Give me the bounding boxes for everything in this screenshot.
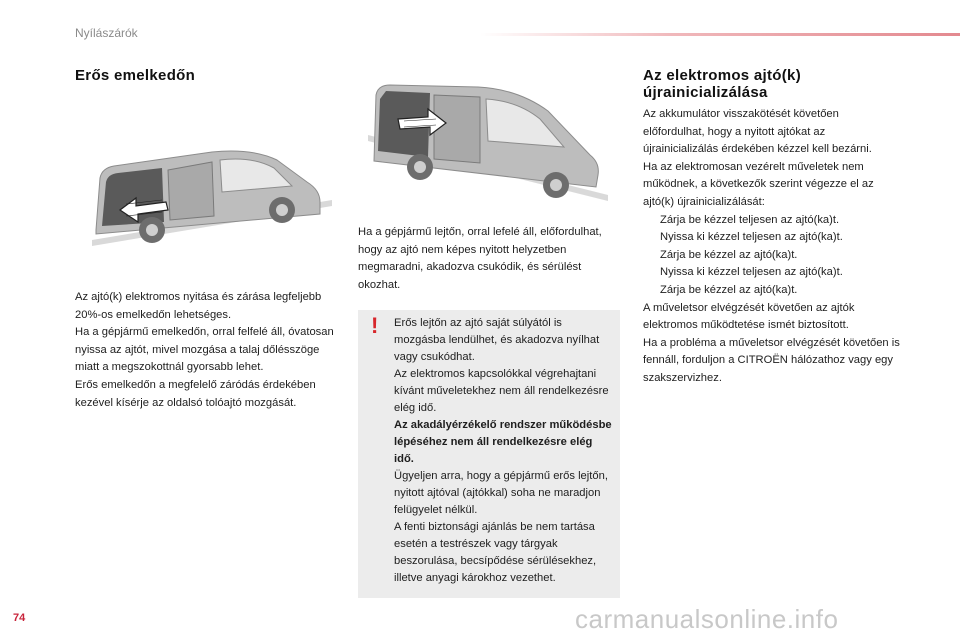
van-uphill-illustration <box>92 130 332 260</box>
uphill-paragraph-2: Ha a gépjármű emelkedőn, orral felfelé áll, óvatosan nyissa az ajtót, mivel mozgása a talaj dőlésszöge miatt a megszokottnál gyorsabb lehet. <box>75 326 334 374</box>
van-downhill-illustration <box>368 75 608 215</box>
warning-exclamation-icon: ! <box>371 313 379 338</box>
step-text: Zárja be kézzel az ajtó(ka)t. <box>660 283 798 296</box>
step-item <box>643 282 903 300</box>
step-item <box>643 264 903 282</box>
reinit-text <box>643 106 903 388</box>
warning-line: Az elektromos kapcsolókkal végrehajtani kívánt műveletekhez nem áll rendelkezésre elég idő. <box>394 368 609 414</box>
downhill-paragraph: Ha a gépjármű lejtőn, orral lefelé áll, előfordulhat, hogy az ajtó nem képes nyitott helyzetben megmaradni, akadozva csukódik, és sérülést okozhat. <box>358 226 602 291</box>
heading-line-2: újrainicializálása <box>643 84 768 101</box>
reinit-outro-1: A műveletsor elvégzését követően az ajtók elektromos működtetése ismét biztosított. <box>643 301 855 332</box>
reinit-outro-2: Ha a probléma a műveletsor elvégzését követően is fennáll, forduljon a CITROËN hálózathoz vagy egy szakszervizhez. <box>643 336 900 384</box>
step-text: Nyissa ki kézzel teljesen az ajtó(ka)t. <box>660 266 843 279</box>
watermark: carmanualsonline.info <box>575 604 839 634</box>
reinit-intro-2: Ha az elektromosan vezérelt műveletek nem működnek, a következők szerint végezze el az ajtó(k) újrainicializálását: <box>643 160 874 208</box>
heading-door-reinit <box>643 67 801 101</box>
warning-line: Erős lejtőn az ajtó saját súlyától is mozgásba lendülhet, és akadozva nyílhat vagy csukódhat. <box>394 317 600 363</box>
warning-box <box>358 310 620 598</box>
reinit-steps <box>643 212 903 300</box>
header-rule <box>480 33 960 36</box>
warning-line-bold: Az akadályérzékelő rendszer működésbe lépéséhez nem áll rendelkezésre elég idő. <box>394 419 612 465</box>
uphill-paragraph-1: Az ajtó(k) elektromos nyitása és zárása legfeljebb 20%-os emelkedőn lehetséges. <box>75 291 322 321</box>
page-number: 74 <box>13 612 26 624</box>
heading-line-1: Az elektromos ajtó(k) <box>643 67 801 84</box>
downhill-text <box>358 224 613 294</box>
step-item <box>643 247 903 265</box>
warning-line: A fenti biztonsági ajánlás be nem tartása esetén a testrészek vagy tárgyak beszorulása, becsípődése sérülésekhez, illetve anyagi károkhoz vezethet. <box>394 521 597 584</box>
uphill-text <box>75 289 340 412</box>
warning-line: Ügyeljen arra, hogy a gépjármű erős lejtőn, nyitott ajtóval (ajtókkal) soha ne maradjon felügyelet nélkül. <box>394 470 608 516</box>
heading-steep-uphill: Erős emelkedőn <box>75 67 196 84</box>
step-item <box>643 212 903 230</box>
uphill-paragraph-3: Erős emelkedőn a megfelelő záródás érdekében kezével kísérje az oldalsó tolóajtó mozgását. <box>75 378 316 409</box>
reinit-intro-1: Az akkumulátor visszakötését követően előfordulhat, hogy a nyitott ajtókat az újrainicializálás érdekében kézzel kell bezárni. <box>643 108 872 156</box>
warning-text <box>394 315 614 587</box>
step-text: Zárja be kézzel az ajtó(ka)t. <box>660 248 798 261</box>
step-text: Zárja be kézzel teljesen az ajtó(ka)t. <box>660 213 840 226</box>
section-title: Nyílászárók <box>75 26 138 40</box>
step-text: Nyissa ki kézzel teljesen az ajtó(ka)t. <box>660 231 843 244</box>
step-item <box>643 229 903 247</box>
